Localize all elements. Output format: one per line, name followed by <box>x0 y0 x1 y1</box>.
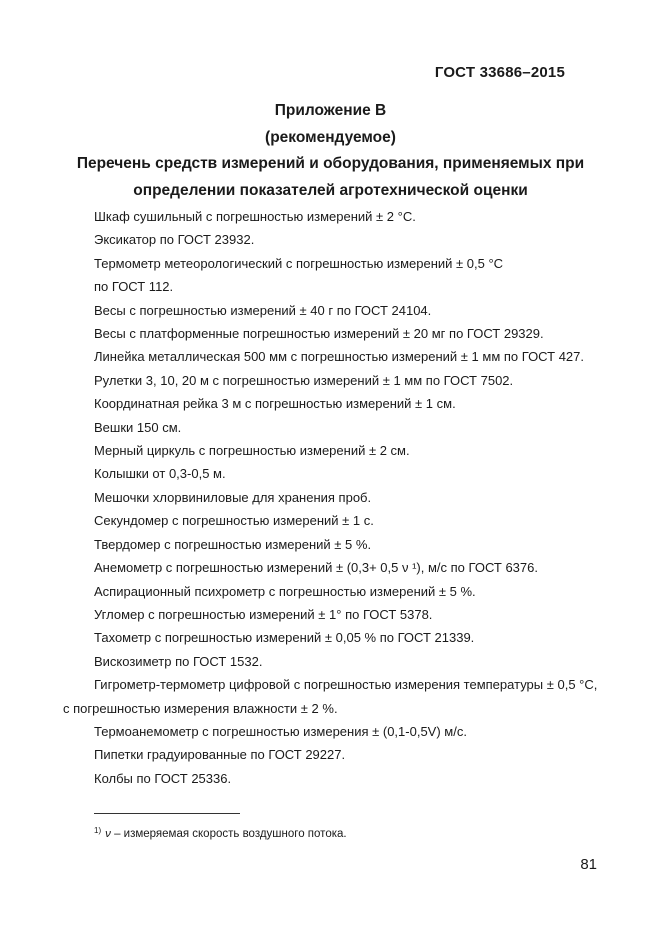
list-item: Термоанемометр с погрешностью измерения ± (0,1-0,5V) м/с. <box>94 723 467 739</box>
list-item: Линейка металлическая 500 мм с погрешностью измерений ± 1 мм по ГОСТ 427. <box>94 349 584 365</box>
equipment-list <box>63 205 624 790</box>
list-item: Эксикатор по ГОСТ 23932. <box>94 232 255 248</box>
list-item: Рулетки 3, 10, 20 м с погрешностью измерений ± 1 мм по ГОСТ 7502. <box>94 372 514 388</box>
list-item: Гигрометр-термометр цифровой с погрешностью измерения температуры ± 0,5 °С, <box>94 677 598 693</box>
appendix-status: (рекомендуемое) <box>265 128 396 146</box>
footnote-marker: 1) <box>94 826 102 835</box>
footnote-separator <box>94 813 240 814</box>
page-number: 81 <box>580 856 597 873</box>
appendix-title-line-1: Перечень средств измерений и оборудования, применяемых при <box>76 155 585 172</box>
document-code: ГОСТ 33686–2015 <box>434 64 565 81</box>
list-item-continuation: по ГОСТ 112. <box>94 279 174 295</box>
list-item: Колбы по ГОСТ 25336. <box>94 770 232 786</box>
appendix-title-block <box>40 98 621 204</box>
list-item: Твердомер с погрешностью измерений ± 5 %. <box>94 536 372 552</box>
list-item: Вешки 150 см. <box>94 419 182 435</box>
list-item: Тахометр с погрешностью измерений ± 0,05 % по ГОСТ 21339. <box>94 630 475 646</box>
list-item: Мерный циркуль с погрешностью измерений ± 2 см. <box>94 443 410 459</box>
footnote <box>94 826 347 840</box>
footnote-symbol: ν <box>105 828 111 840</box>
list-item: Весы с погрешностью измерений ± 40 г по ГОСТ 24104. <box>94 302 432 318</box>
list-item: Пипетки градуированные по ГОСТ 29227. <box>94 747 346 763</box>
list-item: Колышки от 0,3-0,5 м. <box>94 466 226 482</box>
list-item: Вискозиметр по ГОСТ 1532. <box>94 653 263 669</box>
list-item: Термометр метеорологический с погрешностью измерений ± 0,5 °С <box>94 255 504 271</box>
appendix-label: Приложение В <box>274 102 387 119</box>
footnote-text: – измеряемая скорость воздушного потока. <box>110 828 347 840</box>
list-item: Секундомер с погрешностью измерений ± 1 с. <box>94 513 374 529</box>
list-item-continuation: с погрешностью измерения влажности ± 2 %. <box>63 700 338 716</box>
list-item: Аспирационный психрометр с погрешностью измерений ± 5 %. <box>94 583 476 599</box>
list-item: Весы с платформенные погрешностью измерений ± 20 мг по ГОСТ 29329. <box>94 326 544 342</box>
list-item: Шкаф сушильный с погрешностью измерений ± 2 °С. <box>94 209 416 224</box>
list-item: Анемометр с погрешностью измерений ± (0,3+ 0,5 ν ¹), м/с по ГОСТ 6376. <box>94 560 538 576</box>
list-item: Координатная рейка 3 м с погрешностью измерений ± 1 см. <box>94 396 456 412</box>
appendix-title-line-2: определении показателей агротехнической оценки <box>133 181 528 199</box>
list-item: Угломер с погрешностью измерений ± 1° по ГОСТ 5378. <box>94 606 433 622</box>
list-item: Мешочки хлорвиниловые для хранения проб. <box>94 489 372 505</box>
